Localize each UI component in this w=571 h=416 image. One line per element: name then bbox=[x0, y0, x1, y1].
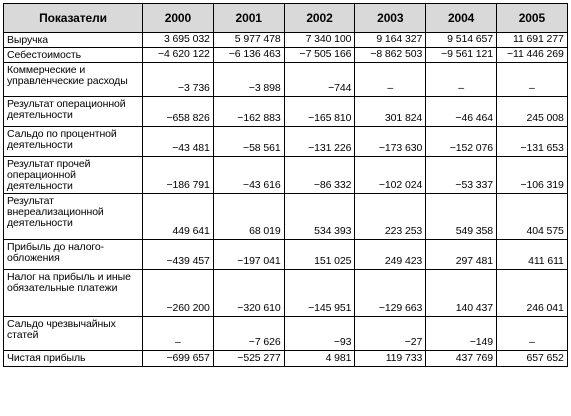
table-cell: −525 277 bbox=[213, 351, 284, 367]
table-row-interest-balance bbox=[4, 127, 568, 157]
row-label: Результат операционной деятельности bbox=[4, 97, 143, 127]
table-cell: – bbox=[496, 63, 567, 97]
table-cell: 404 575 bbox=[496, 194, 567, 240]
table-cell: −260 200 bbox=[143, 270, 214, 317]
row-label: Налог на прибыль и иные обязательные платежи bbox=[4, 270, 143, 317]
table-row-income-tax bbox=[4, 270, 568, 317]
table-row-cost bbox=[4, 48, 568, 63]
table-cell: 549 358 bbox=[426, 194, 497, 240]
table-cell: −4 620 122 bbox=[143, 48, 214, 63]
row-label: Чистая прибыль bbox=[4, 351, 143, 367]
table-cell: – bbox=[496, 317, 567, 351]
table-cell: 68 019 bbox=[213, 194, 284, 240]
table-cell: −131 653 bbox=[496, 127, 567, 157]
table-cell: −7 626 bbox=[213, 317, 284, 351]
table-cell: −173 630 bbox=[355, 127, 426, 157]
table-cell: −131 226 bbox=[284, 127, 355, 157]
table-cell: −3 898 bbox=[213, 63, 284, 97]
table-cell: −699 657 bbox=[143, 351, 214, 367]
column-header-year: 2002 bbox=[284, 4, 355, 33]
column-header-year: 2003 bbox=[355, 4, 426, 33]
table-cell: 657 652 bbox=[496, 351, 567, 367]
row-label: Себестоимость bbox=[4, 48, 143, 63]
table-header-row bbox=[4, 4, 568, 33]
table-cell: 11 691 277 bbox=[496, 33, 567, 48]
table-cell: −46 464 bbox=[426, 97, 497, 127]
table-row-extraordinary-balance bbox=[4, 317, 568, 351]
table-cell: 9 164 327 bbox=[355, 33, 426, 48]
column-header-year: 2005 bbox=[496, 4, 567, 33]
table-cell: −3 736 bbox=[143, 63, 214, 97]
table-cell: −149 bbox=[426, 317, 497, 351]
table-cell: 4 981 bbox=[284, 351, 355, 367]
table-cell: −320 610 bbox=[213, 270, 284, 317]
table-cell: −152 076 bbox=[426, 127, 497, 157]
table-cell: – bbox=[143, 317, 214, 351]
table-cell: −197 041 bbox=[213, 240, 284, 270]
row-label: Прибыль до налого-обложения bbox=[4, 240, 143, 270]
column-header-year: 2000 bbox=[143, 4, 214, 33]
row-label: Выручка bbox=[4, 33, 143, 48]
table-cell: −744 bbox=[284, 63, 355, 97]
table-cell: −43 481 bbox=[143, 127, 214, 157]
table-cell: 246 041 bbox=[496, 270, 567, 317]
table-cell: −53 337 bbox=[426, 157, 497, 194]
table-cell: −145 951 bbox=[284, 270, 355, 317]
table-cell: −58 561 bbox=[213, 127, 284, 157]
table-cell: 9 514 657 bbox=[426, 33, 497, 48]
table-cell: −102 024 bbox=[355, 157, 426, 194]
table-cell: 3 695 032 bbox=[143, 33, 214, 48]
table-row-operating-result bbox=[4, 97, 568, 127]
column-header-indicators: Показатели bbox=[4, 4, 143, 33]
table-cell: 245 008 bbox=[496, 97, 567, 127]
table-row-pretax-profit bbox=[4, 240, 568, 270]
table-cell: 5 977 478 bbox=[213, 33, 284, 48]
table-cell: 249 423 bbox=[355, 240, 426, 270]
table-row-revenue bbox=[4, 33, 568, 48]
table-cell: 151 025 bbox=[284, 240, 355, 270]
table-cell: 119 733 bbox=[355, 351, 426, 367]
table-cell: −27 bbox=[355, 317, 426, 351]
table-cell: 534 393 bbox=[284, 194, 355, 240]
table-cell: −439 457 bbox=[143, 240, 214, 270]
table-row-net-profit bbox=[4, 351, 568, 367]
table-cell: 297 481 bbox=[426, 240, 497, 270]
table-row-other-operating-result bbox=[4, 157, 568, 194]
table-cell: 7 340 100 bbox=[284, 33, 355, 48]
table-cell: −11 446 269 bbox=[496, 48, 567, 63]
table-cell: −6 136 463 bbox=[213, 48, 284, 63]
table-cell: −129 663 bbox=[355, 270, 426, 317]
table-cell: −106 319 bbox=[496, 157, 567, 194]
column-header-year: 2001 bbox=[213, 4, 284, 33]
table-cell: −86 332 bbox=[284, 157, 355, 194]
financial-results-table bbox=[3, 3, 568, 367]
row-label: Сальдо по процентной деятельности bbox=[4, 127, 143, 157]
table-cell: 437 769 bbox=[426, 351, 497, 367]
table-cell: 449 641 bbox=[143, 194, 214, 240]
table-cell: −43 616 bbox=[213, 157, 284, 194]
table-cell: −9 561 121 bbox=[426, 48, 497, 63]
table-cell: 411 611 bbox=[496, 240, 567, 270]
table-cell: −162 883 bbox=[213, 97, 284, 127]
table-cell: – bbox=[426, 63, 497, 97]
row-label: Результат внереализационной деятельности bbox=[4, 194, 143, 240]
row-label: Сальдо чрезвычайных статей bbox=[4, 317, 143, 351]
table-cell: – bbox=[355, 63, 426, 97]
row-label: Результат прочей операционной деятельности bbox=[4, 157, 143, 194]
table-cell: −93 bbox=[284, 317, 355, 351]
column-header-year: 2004 bbox=[426, 4, 497, 33]
row-label: Коммерческие и управленческие расходы bbox=[4, 63, 143, 97]
table-cell: −7 505 166 bbox=[284, 48, 355, 63]
table-cell: 223 253 bbox=[355, 194, 426, 240]
table-cell: −658 826 bbox=[143, 97, 214, 127]
table-cell: 301 824 bbox=[355, 97, 426, 127]
table-cell: 140 437 bbox=[426, 270, 497, 317]
table-row-commercial-expenses bbox=[4, 63, 568, 97]
table-cell: −165 810 bbox=[284, 97, 355, 127]
table-cell: −186 791 bbox=[143, 157, 214, 194]
table-cell: −8 862 503 bbox=[355, 48, 426, 63]
table-row-non-operating-result bbox=[4, 194, 568, 240]
